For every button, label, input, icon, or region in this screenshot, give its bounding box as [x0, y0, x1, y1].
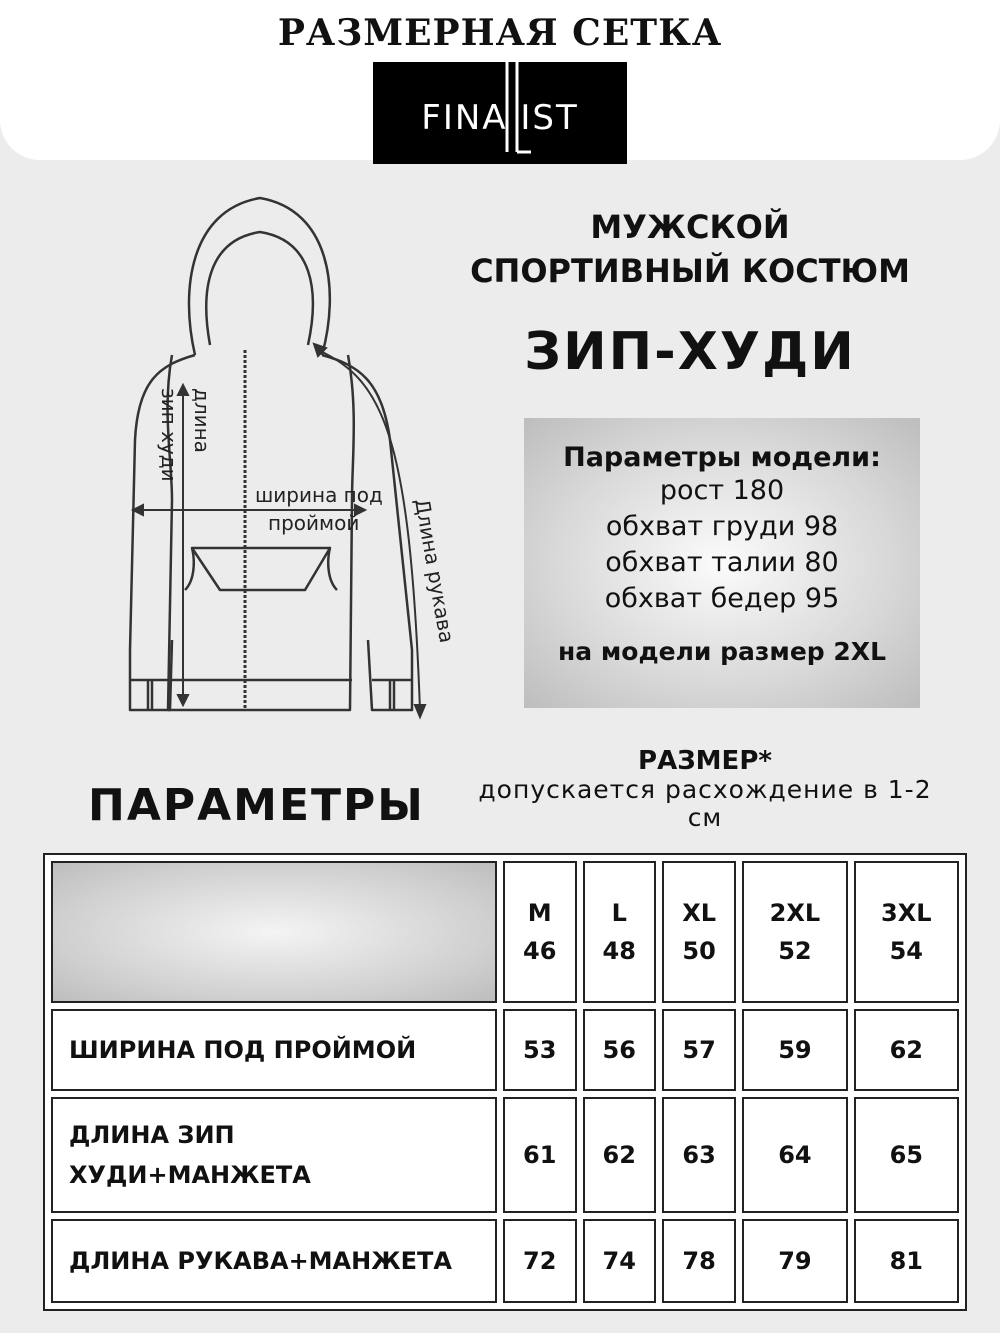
row-label [51, 1219, 497, 1303]
row-label-line: ДЛИНА ЗИП [69, 1121, 235, 1149]
size-header [742, 861, 847, 1003]
size-header [503, 861, 577, 1003]
table-cell: 74 [583, 1219, 657, 1303]
size-letter: M [527, 899, 552, 927]
product-line-2: СПОРТИВНЫЙ КОСТЮМ [470, 252, 910, 290]
size-table [43, 853, 967, 1311]
model-size: на модели размер 2XL [557, 637, 886, 666]
page-title: РАЗМЕРНАЯ СЕТКА [277, 12, 723, 54]
size-note [440, 776, 970, 832]
table-row [51, 1097, 959, 1213]
size-number: 48 [602, 937, 636, 965]
table-cell: 53 [503, 1009, 577, 1091]
size-header [583, 861, 657, 1003]
size-letter: 3XL [881, 899, 932, 927]
model-height: рост 180 [659, 475, 785, 506]
params-title: ПАРАМЕТРЫ [88, 780, 425, 831]
width-label-1: ширина под [255, 483, 383, 507]
table-cell: 62 [854, 1009, 959, 1091]
row-label [51, 1009, 497, 1091]
row-label-line: ХУДИ+МАНЖЕТА [69, 1161, 311, 1189]
size-note-line-1: допускается расхождение в 1-2 [478, 775, 932, 804]
size-title: РАЗМЕР* [638, 746, 772, 776]
model-waist: обхват талии 80 [605, 547, 839, 578]
model-heading: Параметры модели: [563, 442, 881, 473]
size-letter: XL [682, 899, 716, 927]
model-hips: обхват бедер 95 [604, 583, 840, 614]
table-cell: 57 [662, 1009, 736, 1091]
size-number: 50 [682, 937, 716, 965]
table-cell: 65 [854, 1097, 959, 1213]
product-line-1: МУЖСКОЙ [590, 208, 790, 246]
size-letter: L [611, 899, 627, 927]
sleeve-label: Длина рукава [410, 496, 460, 645]
row-label-line: ШИРИНА ПОД ПРОЙМОЙ [69, 1036, 417, 1064]
table-row [51, 1009, 959, 1091]
length-label-1: длина [190, 388, 214, 453]
table-cell: 62 [583, 1097, 657, 1213]
logo-text: FINA IST [421, 98, 579, 138]
size-number: 46 [523, 937, 557, 965]
table-cell: 72 [503, 1219, 577, 1303]
table-header-row [51, 861, 959, 1003]
table-cell: 61 [503, 1097, 577, 1213]
table-cell: 63 [662, 1097, 736, 1213]
table-cell: 64 [742, 1097, 847, 1213]
table-cell: 81 [854, 1219, 959, 1303]
length-label-2: зип худи [157, 388, 181, 482]
table-row [51, 1219, 959, 1303]
row-label-line: ДЛИНА РУКАВА+МАНЖЕТА [69, 1247, 452, 1275]
size-header [662, 861, 736, 1003]
width-label-2: проймой [268, 511, 360, 535]
product-subtitle [440, 205, 940, 293]
brand-logo [373, 62, 627, 164]
product-name: ЗИП-ХУДИ [524, 322, 856, 382]
hoodie-diagram [90, 180, 470, 740]
size-letter: 2XL [769, 899, 821, 927]
row-label [51, 1097, 497, 1213]
table-cell: 56 [583, 1009, 657, 1091]
model-chest: обхват груди 98 [605, 511, 839, 542]
size-number: 52 [778, 937, 812, 965]
size-number: 54 [889, 937, 923, 965]
size-header [854, 861, 959, 1003]
table-corner [51, 861, 497, 1003]
size-note-line-2: см [687, 803, 723, 832]
table-cell: 78 [662, 1219, 736, 1303]
table-cell: 59 [742, 1009, 847, 1091]
model-parameters-box [524, 418, 920, 708]
table-cell: 79 [742, 1219, 847, 1303]
